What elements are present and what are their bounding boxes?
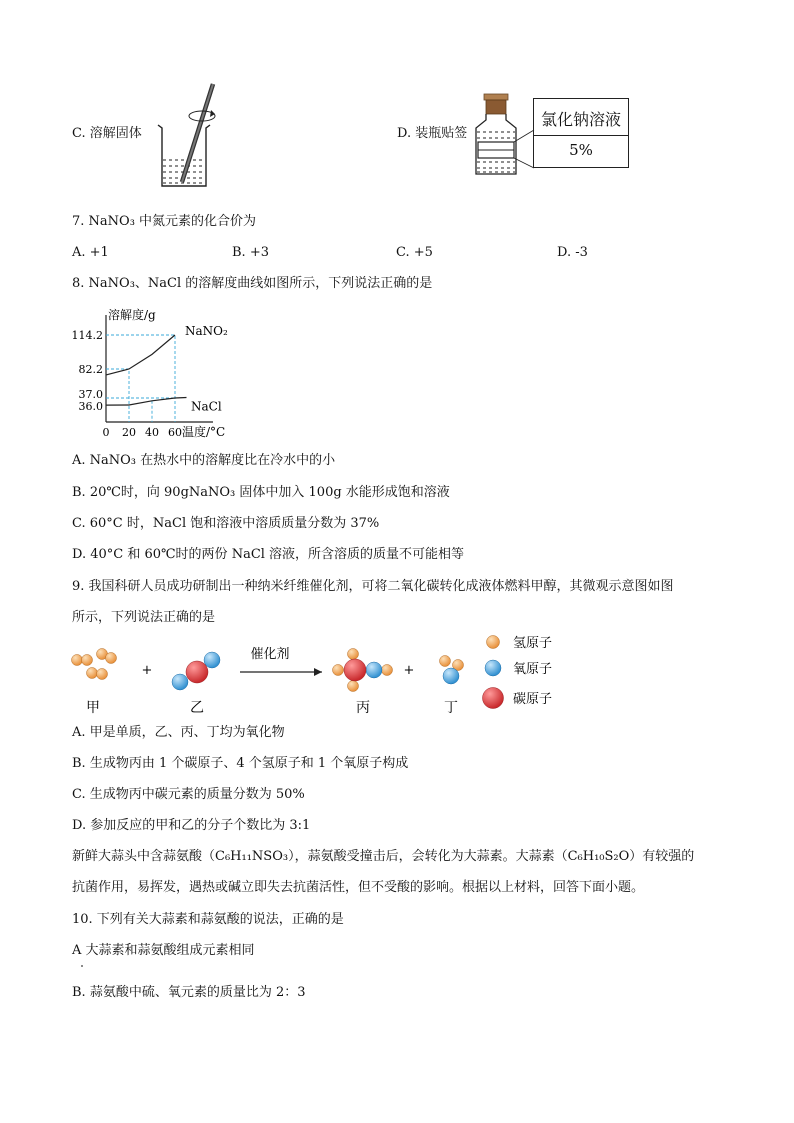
legend-oxygen-icon xyxy=(485,660,501,676)
q7-option-d: D. -3 xyxy=(557,245,588,260)
q9-stem-line1: 9. 我国科研人员成功研制出一种纳米纤维催化剂，可将二氧化碳转化成液体燃料甲醇，其微观示意图如图 xyxy=(72,579,674,594)
passage-line2: 抗菌作用，易挥发，遇热或碱立即失去抗菌活性，但不受酸的影响。根据以上材料，回答下面小题。 xyxy=(72,880,645,895)
catalyst-label: 催化剂 xyxy=(250,647,290,662)
stray-dot xyxy=(81,965,83,967)
q10-option-a: A 大蒜素和蒜氨酸组成元素相同 xyxy=(72,943,255,958)
bottle-label-line1: 氯化钠溶液 xyxy=(540,110,621,129)
species-label-bing: 丙 xyxy=(356,700,370,716)
x-tick-label: 40 xyxy=(145,426,159,439)
series-label-nacl: NaCl xyxy=(191,399,222,414)
y-tick-label: 82.2 xyxy=(78,363,103,376)
q10-stem: 10. 下列有关大蒜素和蒜氨酸的说法，正确的是 xyxy=(72,912,344,927)
species-label-ding: 丁 xyxy=(444,700,458,716)
legend-hydrogen-icon xyxy=(487,636,500,649)
series-nacl-line xyxy=(106,397,187,405)
q7-option-a: A. +1 xyxy=(72,245,109,260)
q9-option-a: A. 甲是单质，乙、丙、丁均为氧化物 xyxy=(72,725,285,740)
beaker-stirring-figure xyxy=(152,80,242,190)
species-ding-molecule xyxy=(440,656,464,685)
y-tick-label: 37.0 xyxy=(78,388,103,401)
q6-option-d-label: D. 装瓶贴签 xyxy=(397,126,468,141)
plus-1: + xyxy=(141,663,153,678)
guide-82 xyxy=(106,369,129,422)
q10-option-b: B. 蒜氨酸中硫、氧元素的质量比为 2：3 xyxy=(72,985,306,1000)
q9-option-b: B. 生成物丙由 1 个碳原子、4 个氢原子和 1 个氧原子构成 xyxy=(72,756,409,771)
reagent-bottle-figure xyxy=(474,90,534,176)
y-axis-label: 溶解度/g xyxy=(108,308,156,322)
q8-stem: 8. NaNO₃、NaCl 的溶解度曲线如图所示，下列说法正确的是 xyxy=(72,276,433,291)
q7-stem: 7. NaNO₃ 中氮元素的化合价为 xyxy=(72,214,257,229)
legend-carbon-icon xyxy=(483,688,504,709)
q8-option-c: C. 60°C 时，NaCl 饱和溶液中溶质质量分数为 37% xyxy=(72,516,380,531)
q9-stem-line2: 所示，下列说法正确的是 xyxy=(72,610,216,625)
q8-option-d: D. 40°C 和 60℃时的两份 NaCl 溶液，所含溶质的质量不可能相等 xyxy=(72,547,465,562)
q9-option-c: C. 生成物丙中碳元素的质量分数为 50% xyxy=(72,787,305,802)
passage-line1: 新鲜大蒜头中含蒜氨酸（C₆H₁₁NSO₃），蒜氨酸受撞击后，会转化为大蒜素。大蒜素（C₆H₁₀S₂O）有较强的 xyxy=(72,849,695,864)
x-tick-label: 20 xyxy=(122,426,136,439)
plus-2: + xyxy=(403,663,415,678)
q8-option-b: B. 20℃时，向 90gNaNO₃ 固体中加入 100g 水能形成饱和溶液 xyxy=(72,485,450,500)
atom-legend xyxy=(483,636,553,709)
reaction-diagram xyxy=(60,628,580,718)
solubility-chart xyxy=(68,305,248,445)
q6-option-c-label: C. 溶解固体 xyxy=(72,126,142,141)
q9-option-d: D. 参加反应的甲和乙的分子个数比为 3:1 xyxy=(72,818,311,833)
species-bing-molecule xyxy=(333,649,393,692)
species-label-jia: 甲 xyxy=(86,700,100,716)
species-label-yi: 乙 xyxy=(190,700,204,716)
bottle-label-line2: 5% xyxy=(569,141,593,159)
legend-oxygen-label: 氧原子 xyxy=(513,662,553,677)
y-tick-label: 114.2 xyxy=(71,329,103,342)
series-label-nano2: NaNO₂ xyxy=(185,324,228,338)
legend-carbon-label: 碳原子 xyxy=(513,692,553,707)
q8-option-a: A. NaNO₃ 在热水中的溶解度比在冷水中的小 xyxy=(72,453,336,468)
q7-option-c: C. +5 xyxy=(396,245,433,260)
species-jia-molecules xyxy=(72,649,117,680)
bottle-label-box xyxy=(533,98,629,168)
y-tick-label: 36.0 xyxy=(78,400,103,413)
x-axis-label: 温度/°C xyxy=(182,425,226,439)
legend-hydrogen-label: 氢原子 xyxy=(513,636,553,651)
q7-option-b: B. +3 xyxy=(232,245,269,260)
species-yi-molecule xyxy=(172,652,220,690)
x-tick-label: 60 xyxy=(168,426,182,439)
guide-114 xyxy=(106,335,175,422)
x-tick-label: 0 xyxy=(102,426,110,439)
